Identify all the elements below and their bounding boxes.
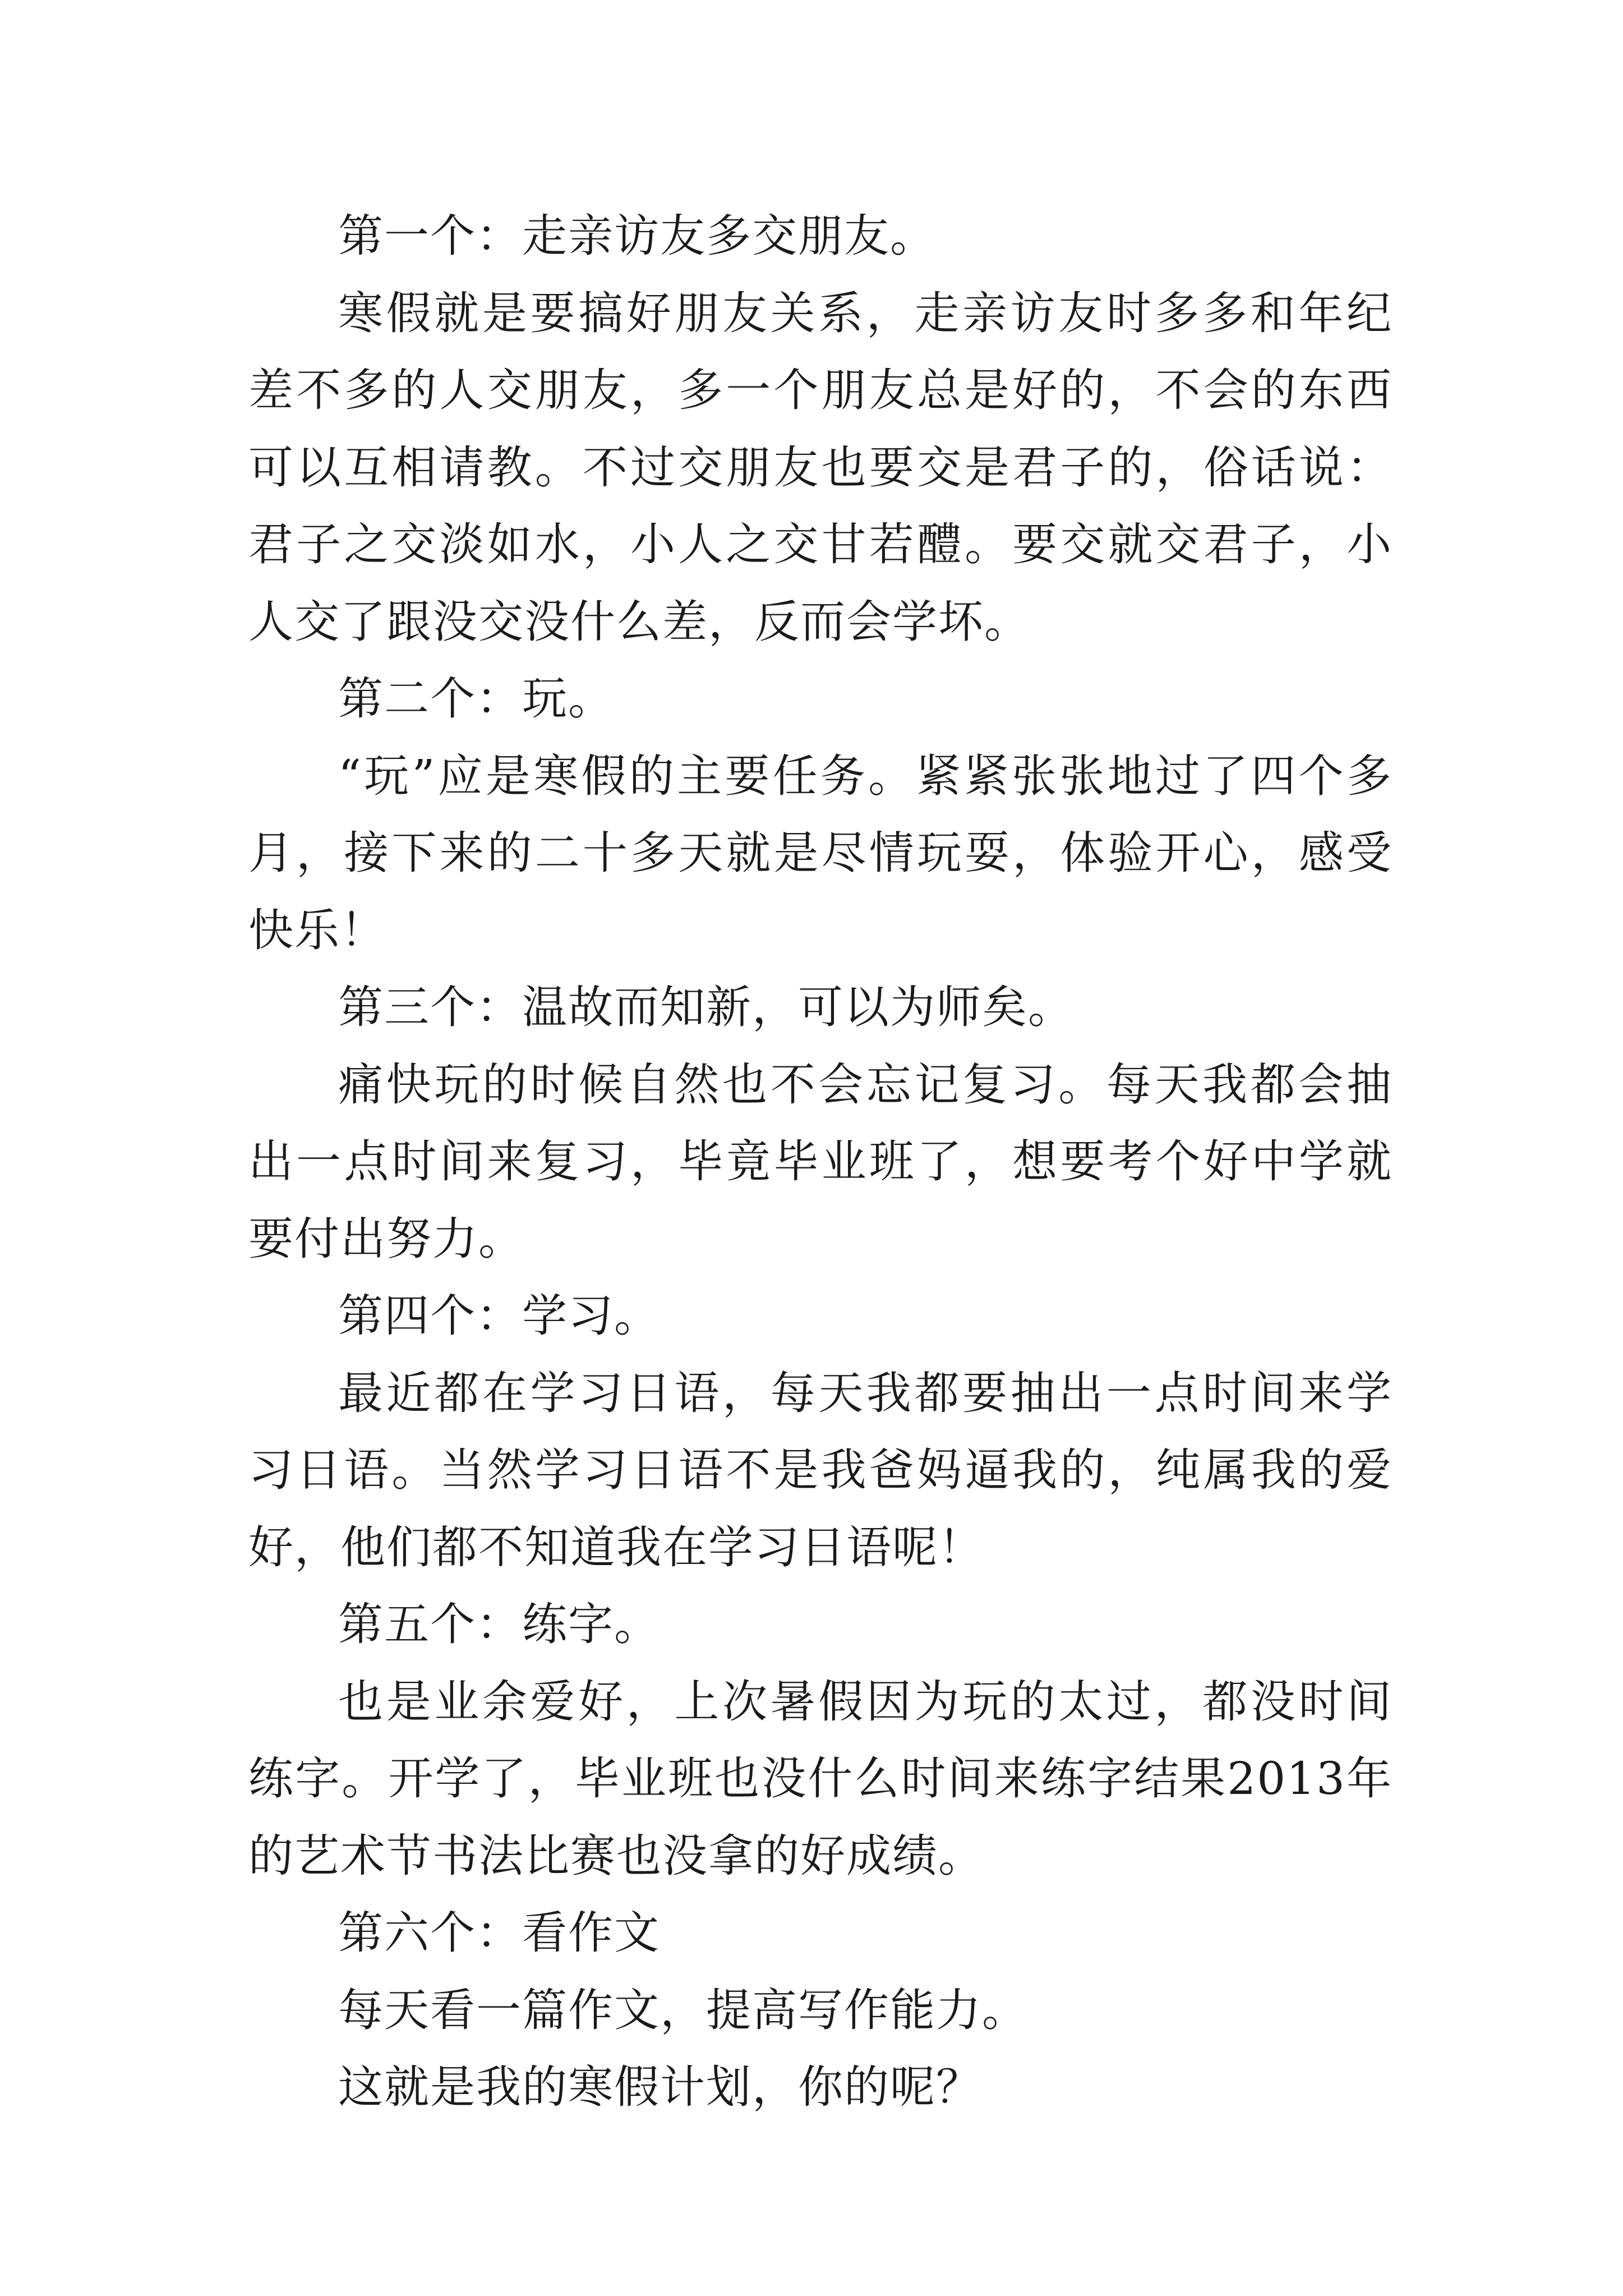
paragraph-heading-2: 第二个：玩。 [338, 673, 614, 725]
paragraph: “玩”应是寒假的主要任务。紧紧张张地过了四个多月，接下来的二十多天就是尽情玩耍，体验开心，感受快乐！ [248, 749, 1393, 956]
paragraph-heading-5: 第五个：练字。 [338, 1598, 660, 1650]
paragraph-heading-6: 第六个：看作文 [338, 1907, 660, 1959]
paragraph: 也是业余爱好，上次暑假因为玩的太过，都没时间练字。开学了，毕业班也没什么时间来练字结果2013年的艺术节书法比赛也没拿的好成绩。 [248, 1675, 1393, 1882]
paragraph-closing: 这就是我的寒假计划，你的呢？ [338, 2061, 982, 2113]
document-body [248, 197, 1393, 2126]
paragraph-heading-4: 第四个：学习。 [338, 1290, 660, 1342]
paragraph-heading-1: 第一个：走亲访友多交朋友。 [338, 210, 936, 262]
paragraph: 寒假就是要搞好朋友关系，走亲访友时多多和年纪差不多的人交朋友，多一个朋友总是好的，不会的东西可以互相请教。不过交朋友也要交是君子的，俗话说：君子之交淡如水，小人之交甘若醴。要交就交君子，小人交了跟没交没什么差，反而会学坏。 [248, 287, 1393, 648]
paragraph: 痛快玩的时候自然也不会忘记复习。每天我都会抽出一点时间来复习，毕竟毕业班了，想要考个好中学就要付出努力。 [248, 1058, 1393, 1265]
paragraph-heading-3: 第三个：温故而知新，可以为师矣。 [338, 981, 1074, 1033]
paragraph: 最近都在学习日语，每天我都要抽出一点时间来学习日语。当然学习日语不是我爸妈逼我的，纯属我的爱好，他们都不知道我在学习日语呢！ [248, 1366, 1393, 1573]
paragraph: 每天看一篇作文，提高写作能力。 [338, 1984, 1028, 2036]
